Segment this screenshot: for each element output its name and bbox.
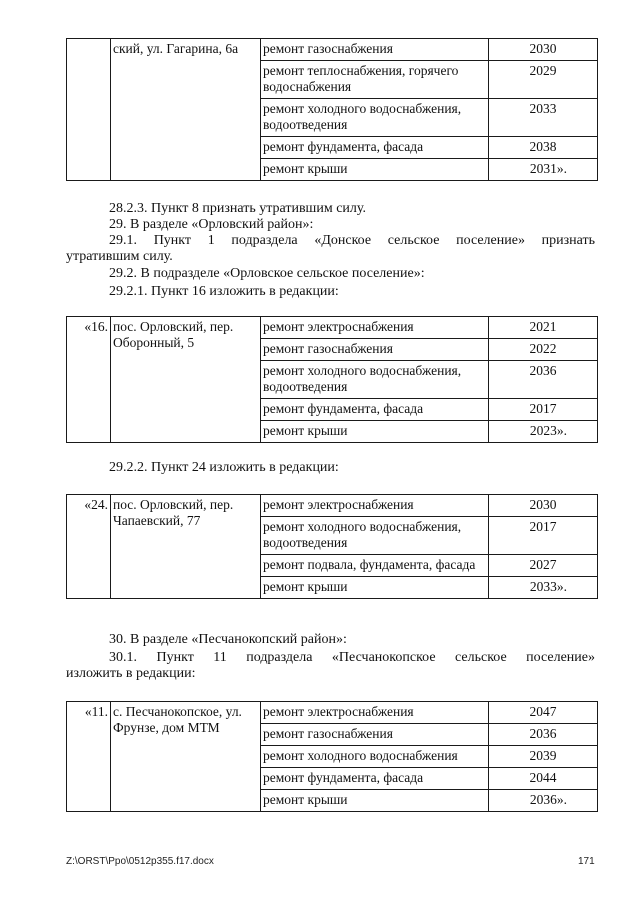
work-cell: ремонт холодного водоснабжения, водоотведения bbox=[261, 517, 489, 555]
year-cell: 2023». bbox=[489, 421, 598, 443]
table-row bbox=[67, 702, 598, 724]
footer-file-path: Z:\ORST\Ppo\0512p355.f17.docx bbox=[66, 856, 214, 867]
year-cell: 2039 bbox=[489, 746, 598, 768]
year-cell: 2030 bbox=[489, 39, 598, 61]
year-cell: 2033». bbox=[489, 577, 598, 599]
paragraph-30-1-line1: 30.1. Пункт 11 подраздела «Песчанокопское сельское поселение» bbox=[109, 650, 595, 665]
year-cell: 2017 bbox=[489, 399, 598, 421]
work-cell: ремонт газоснабжения bbox=[261, 339, 489, 361]
work-cell: ремонт крыши bbox=[261, 421, 489, 443]
work-cell: ремонт электроснабжения bbox=[261, 495, 489, 517]
paragraph-29-2-1: 29.2.1. Пункт 16 изложить в редакции: bbox=[109, 284, 339, 299]
work-cell: ремонт крыши bbox=[261, 577, 489, 599]
paragraph-30-1-line2: изложить в редакции: bbox=[66, 666, 196, 681]
paragraph-29-2-2: 29.2.2. Пункт 24 изложить в редакции: bbox=[109, 460, 339, 475]
year-cell: 2021 bbox=[489, 317, 598, 339]
work-cell: ремонт электроснабжения bbox=[261, 317, 489, 339]
year-cell: 2027 bbox=[489, 555, 598, 577]
item-number-cell bbox=[67, 39, 111, 181]
work-cell: ремонт фундамента, фасада bbox=[261, 137, 489, 159]
work-cell: ремонт электроснабжения bbox=[261, 702, 489, 724]
table-item-24 bbox=[66, 494, 598, 599]
paragraph-30: 30. В разделе «Песчанокопский район»: bbox=[109, 632, 347, 647]
table-row bbox=[67, 39, 598, 61]
year-cell: 2033 bbox=[489, 99, 598, 137]
table-item-16 bbox=[66, 316, 598, 443]
item-number-cell: «24. bbox=[67, 495, 111, 599]
work-cell: ремонт фундамента, фасада bbox=[261, 399, 489, 421]
year-cell: 2030 bbox=[489, 495, 598, 517]
year-cell: 2017 bbox=[489, 517, 598, 555]
address-cell: с. Песчанокопское, ул. Фрунзе, дом МТМ bbox=[111, 702, 261, 812]
year-cell: 2031». bbox=[489, 159, 598, 181]
address-cell: ский, ул. Гагарина, 6а bbox=[111, 39, 261, 181]
paragraph-28-2-3: 28.2.3. Пункт 8 признать утратившим силу. bbox=[109, 201, 366, 216]
item-number-cell: «16. bbox=[67, 317, 111, 443]
table-item-11 bbox=[66, 701, 598, 812]
paragraph-29-2: 29.2. В подразделе «Орловское сельское поселение»: bbox=[109, 266, 425, 281]
work-cell: ремонт теплоснабжения, горячего водоснабжения bbox=[261, 61, 489, 99]
work-cell: ремонт крыши bbox=[261, 159, 489, 181]
year-cell: 2038 bbox=[489, 137, 598, 159]
item-number-cell: «11. bbox=[67, 702, 111, 812]
work-cell: ремонт фундамента, фасада bbox=[261, 768, 489, 790]
year-cell: 2036». bbox=[489, 790, 598, 812]
paragraph-29-1-line1: 29.1. Пункт 1 подраздела «Донское сельское поселение» признать bbox=[109, 233, 595, 248]
year-cell: 2022 bbox=[489, 339, 598, 361]
table-tail-gagarina bbox=[66, 38, 598, 181]
work-cell: ремонт холодного водоснабжения, водоотведения bbox=[261, 99, 489, 137]
address-cell: пос. Орловский, пер. Чапаевский, 77 bbox=[111, 495, 261, 599]
year-cell: 2036 bbox=[489, 724, 598, 746]
year-cell: 2036 bbox=[489, 361, 598, 399]
paragraph-29-1-line2: утратившим силу. bbox=[66, 249, 173, 264]
work-cell: ремонт газоснабжения bbox=[261, 724, 489, 746]
year-cell: 2047 bbox=[489, 702, 598, 724]
table-row bbox=[67, 317, 598, 339]
table-row bbox=[67, 495, 598, 517]
work-cell: ремонт холодного водоснабжения, водоотведения bbox=[261, 361, 489, 399]
work-cell: ремонт холодного водоснабжения bbox=[261, 746, 489, 768]
work-cell: ремонт подвала, фундамента, фасада bbox=[261, 555, 489, 577]
work-cell: ремонт газоснабжения bbox=[261, 39, 489, 61]
work-cell: ремонт крыши bbox=[261, 790, 489, 812]
paragraph-29: 29. В разделе «Орловский район»: bbox=[109, 217, 314, 232]
page-number: 171 bbox=[578, 856, 595, 867]
address-cell: пос. Орловский, пер. Оборонный, 5 bbox=[111, 317, 261, 443]
year-cell: 2044 bbox=[489, 768, 598, 790]
year-cell: 2029 bbox=[489, 61, 598, 99]
